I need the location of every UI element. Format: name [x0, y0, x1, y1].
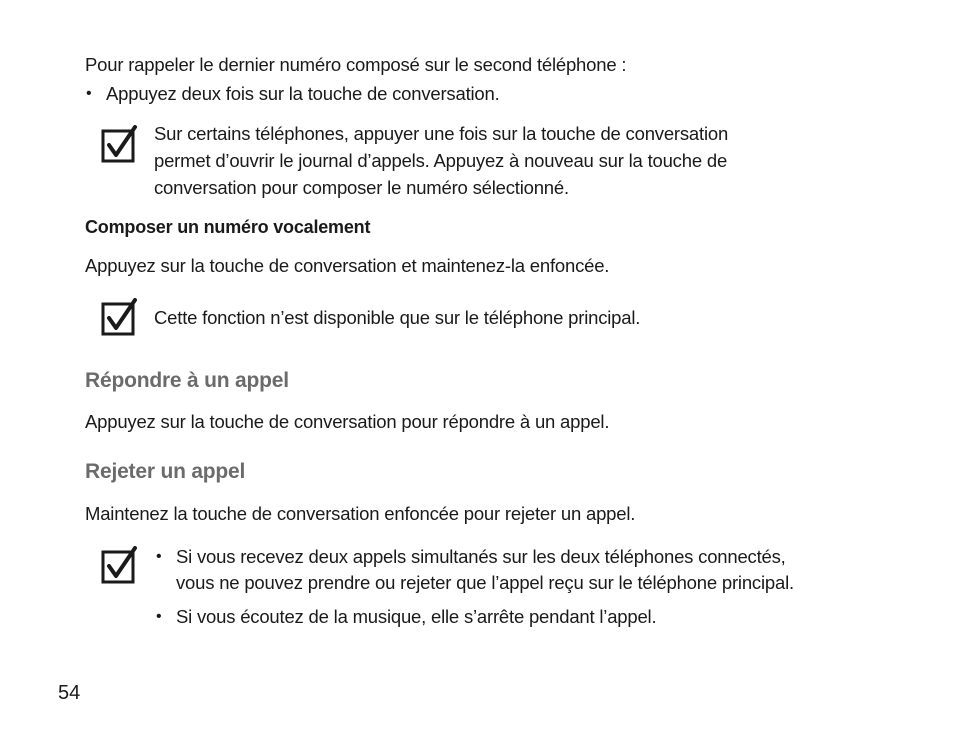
bullet-marker: •: [156, 608, 162, 625]
answer-heading: Répondre à un appel: [85, 369, 289, 392]
answer-text: Appuyez sur la touche de conversation pour répondre à un appel.: [85, 411, 610, 432]
page-number: 54: [58, 682, 81, 704]
checkbox-icon: [101, 546, 139, 584]
note2-text: Cette fonction n’est disponible que sur le téléphone principal.: [154, 307, 641, 328]
note3-item1-line1: Si vous recevez deux appels simultanés sur les deux téléphones connectés,: [176, 546, 786, 567]
intro-bullet-item: Appuyez deux fois sur la touche de conversation.: [106, 83, 500, 104]
voice-subheading: Composer un numéro vocalement: [85, 217, 371, 237]
checkbox-icon: [101, 298, 139, 336]
bullet-marker: •: [156, 548, 162, 565]
intro-text: Pour rappeler le dernier numéro composé sur le second téléphone :: [85, 54, 627, 75]
voice-text: Appuyez sur la touche de conversation et maintenez-la enfoncée.: [85, 255, 610, 276]
note1-line3: conversation pour composer le numéro sélectionné.: [154, 177, 569, 198]
note3-item1-line2: vous ne pouvez prendre ou rejeter que l’appel reçu sur le téléphone principal.: [176, 572, 794, 593]
checkbox-icon: [101, 125, 139, 163]
reject-heading: Rejeter un appel: [85, 460, 246, 483]
bullet-marker: •: [86, 85, 92, 102]
reject-text: Maintenez la touche de conversation enfoncée pour rejeter un appel.: [85, 503, 636, 524]
note1-line2: permet d’ouvrir le journal d’appels. Appuyez à nouveau sur la touche de: [154, 150, 728, 171]
note1-line1: Sur certains téléphones, appuyer une fois sur la touche de conversation: [154, 123, 729, 144]
note3-item2: Si vous écoutez de la musique, elle s’arrête pendant l’appel.: [176, 606, 657, 627]
